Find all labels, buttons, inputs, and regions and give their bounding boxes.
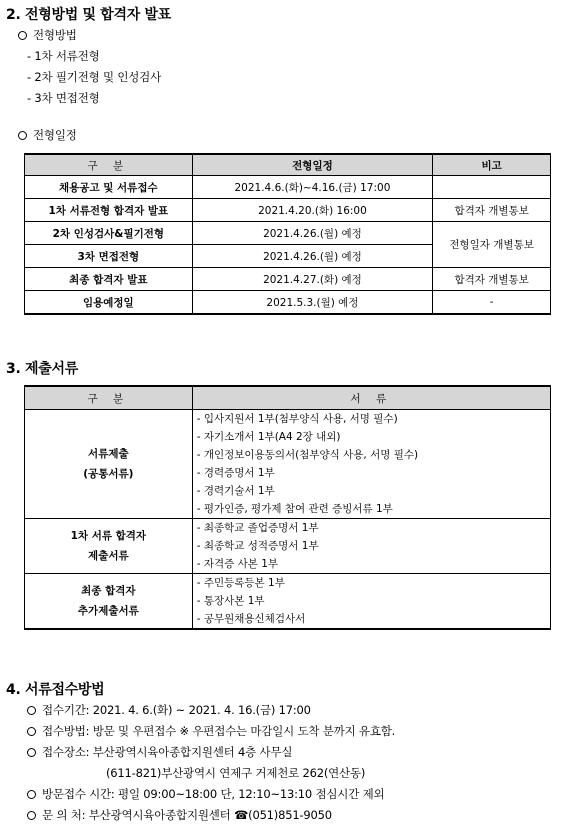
section-4-title: 4. 서류접수방법: [6, 682, 105, 698]
schedule-date: 2021.5.3.(월) 예정: [192, 291, 433, 315]
schedule-table: [24, 153, 551, 315]
submission-line: 접수기간: 2021. 4. 6.(화) ~ 2021. 4. 16.(금) 17:00: [27, 702, 311, 718]
submission-address: (611-821)부산광역시 연제구 거제천로 262(연산동): [106, 766, 366, 780]
table-header: 구 분: [25, 154, 193, 176]
schedule-note: 합격자 개별통보: [433, 199, 551, 222]
documents-table: [24, 385, 551, 630]
schedule-date: 2021.4.26.(월) 예정: [192, 245, 433, 268]
submission-line: 접수방법: 방문 및 우편접수 ※ 우편접수는 마감일시 도착 분까지 유효함.: [27, 723, 395, 739]
schedule-label: 2차 인성검사&필기전형: [25, 222, 193, 245]
table-row: [25, 574, 551, 630]
method-heading: 전형방법: [18, 27, 77, 43]
doc-list: - 입사지원서 1부(첨부양식 사용, 서명 필수) - 자기소개서 1부(A4 2장 내외) - 개인정보이용동의서(첨부양식 사용, 서명 필수) - 경력증명서 1부 - 경력기술서 1부 - 평가인증, 평가제 참여 관련 증빙서류 1부: [192, 410, 550, 519]
schedule-date: 2021.4.6.(화)~4.16.(금) 17:00: [192, 176, 433, 199]
method-item: - 2차 필기전형 및 인성검사: [27, 70, 161, 84]
section-3-title: 3. 제출서류: [6, 361, 78, 377]
submission-line: 문 의 처: 부산광역시육아종합지원센터 ☎(051)851-9050: [27, 807, 332, 823]
circle-bullet-icon: [18, 31, 27, 40]
table-header: 전형일정: [192, 154, 433, 176]
table-row: [25, 268, 551, 291]
table-row: [25, 410, 551, 519]
circle-bullet-icon: [27, 811, 36, 820]
circle-bullet-icon: [27, 727, 36, 736]
doc-list: - 주민등록등본 1부 - 통장사본 1부 - 공무원채용신체검사서: [192, 574, 550, 630]
doc-list: - 최종학교 졸업증명서 1부 - 최종학교 성적증명서 1부 - 자격증 사본 1부: [192, 519, 550, 574]
table-header: 비고: [433, 154, 551, 176]
circle-bullet-icon: [18, 131, 27, 140]
table-row: [25, 199, 551, 222]
circle-bullet-icon: [27, 706, 36, 715]
circle-bullet-icon: [27, 748, 36, 757]
submission-line: 접수장소: 부산광역시육아종합지원센터 4층 사무실: [27, 744, 292, 760]
schedule-label: 최종 합격자 발표: [25, 268, 193, 291]
doc-category: 1차 서류 합격자 제출서류: [25, 519, 193, 574]
table-row: [25, 176, 551, 199]
table-header: 구 분: [25, 386, 193, 410]
schedule-note: 합격자 개별통보: [433, 268, 551, 291]
schedule-label: 채용공고 및 서류접수: [25, 176, 193, 199]
schedule-note: 전형일자 개별통보: [433, 222, 551, 268]
table-header: 서 류: [192, 386, 550, 410]
schedule-label: 임용예정일: [25, 291, 193, 315]
schedule-note: [433, 176, 551, 199]
schedule-label: 3차 면접전형: [25, 245, 193, 268]
schedule-heading: 전형일정: [18, 127, 77, 143]
submission-line: 방문접수 시간: 평일 09:00~18:00 단, 12:10~13:10 점심시간 제외: [27, 786, 384, 802]
method-item: - 1차 서류전형: [27, 49, 100, 63]
section-2-title: 2. 전형방법 및 합격자 발표: [6, 7, 171, 23]
schedule-date: 2021.4.26.(월) 예정: [192, 222, 433, 245]
doc-category: 서류제출 (공통서류): [25, 410, 193, 519]
table-row: [25, 291, 551, 315]
schedule-label: 1차 서류전형 합격자 발표: [25, 199, 193, 222]
schedule-date: 2021.4.20.(화) 16:00: [192, 199, 433, 222]
circle-bullet-icon: [27, 790, 36, 799]
schedule-date: 2021.4.27.(화) 예정: [192, 268, 433, 291]
doc-category: 최종 합격자 추가제출서류: [25, 574, 193, 630]
table-row: [25, 222, 551, 245]
table-row: [25, 519, 551, 574]
method-item: - 3차 면접전형: [27, 91, 100, 105]
schedule-note: -: [433, 291, 551, 315]
